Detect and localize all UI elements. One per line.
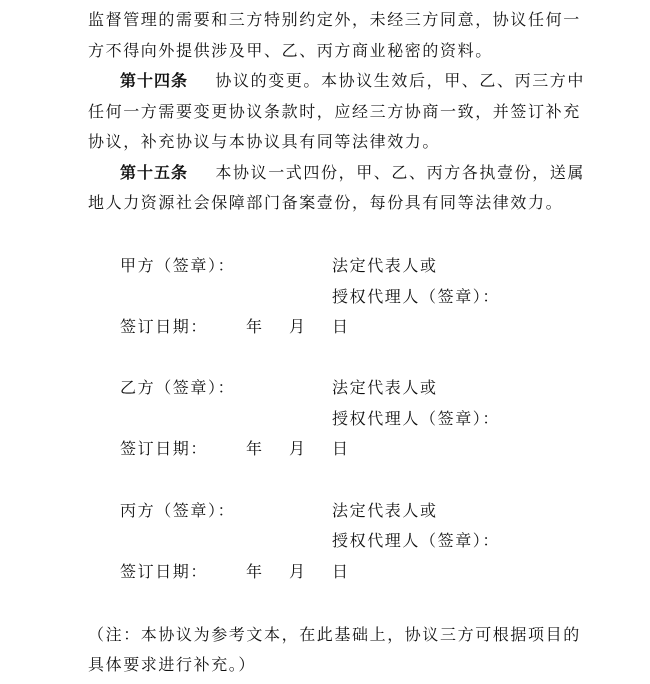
party-b-rep-label-1: 法定代表人或 [332, 378, 438, 397]
note-line-2: 具体要求进行补充。） [88, 655, 257, 674]
party-c-rep-label-1: 法定代表人或 [332, 501, 438, 520]
article-14-line-1 [120, 71, 585, 91]
article-14-text: 协议的变更。本协议生效后，甲、乙、丙三方中 [215, 71, 585, 90]
party-a-day: 日 [332, 317, 350, 336]
party-a-year: 年 [246, 317, 264, 336]
party-c-month: 月 [289, 562, 307, 581]
article-13-line-1: 监督管理的需要和三方特别约定外，未经三方同意，协议任何一 [88, 10, 581, 29]
article-14-heading: 第十四条 [120, 71, 189, 90]
party-b-day: 日 [332, 439, 350, 458]
article-15-heading: 第十五条 [120, 163, 189, 182]
party-b-rep-label-2: 授权代理人（签章）： [332, 409, 501, 428]
article-15-line-1 [120, 163, 585, 183]
article-15-text: 本协议一式四份，甲、乙、丙方各执壹份，送属 [215, 163, 585, 182]
party-a-label: 甲方（签章）： [120, 256, 236, 275]
party-a-rep-label-2: 授权代理人（签章）： [332, 287, 501, 306]
party-b-date-label: 签订日期： [120, 439, 209, 458]
party-b-year: 年 [246, 439, 264, 458]
party-c-label: 丙方（签章）： [120, 501, 236, 520]
party-c-rep-label-2: 授权代理人（签章）： [332, 531, 501, 550]
note-line-1: （注：本协议为参考文本，在此基础上，协议三方可根据项目的 [88, 625, 581, 644]
party-c-day: 日 [332, 562, 350, 581]
party-a-rep-label-1: 法定代表人或 [332, 256, 438, 275]
article-14-line-3: 协议，补充协议与本协议具有同等法律效力。 [88, 132, 441, 151]
party-b-month: 月 [289, 439, 307, 458]
party-c-date-label: 签订日期： [120, 562, 209, 581]
article-15-line-2: 地人力资源社会保障部门备案壹份，每份具有同等法律效力。 [88, 193, 564, 212]
article-14-line-2: 任何一方需要变更协议条款时，应经三方协商一致，并签订补充 [88, 102, 581, 121]
party-c-year: 年 [246, 562, 264, 581]
party-b-label: 乙方（签章）： [120, 378, 236, 397]
article-13-line-2: 方不得向外提供涉及甲、乙、丙方商业秘密的资料。 [88, 41, 493, 60]
party-a-month: 月 [289, 317, 307, 336]
party-a-date-label: 签订日期： [120, 317, 209, 336]
